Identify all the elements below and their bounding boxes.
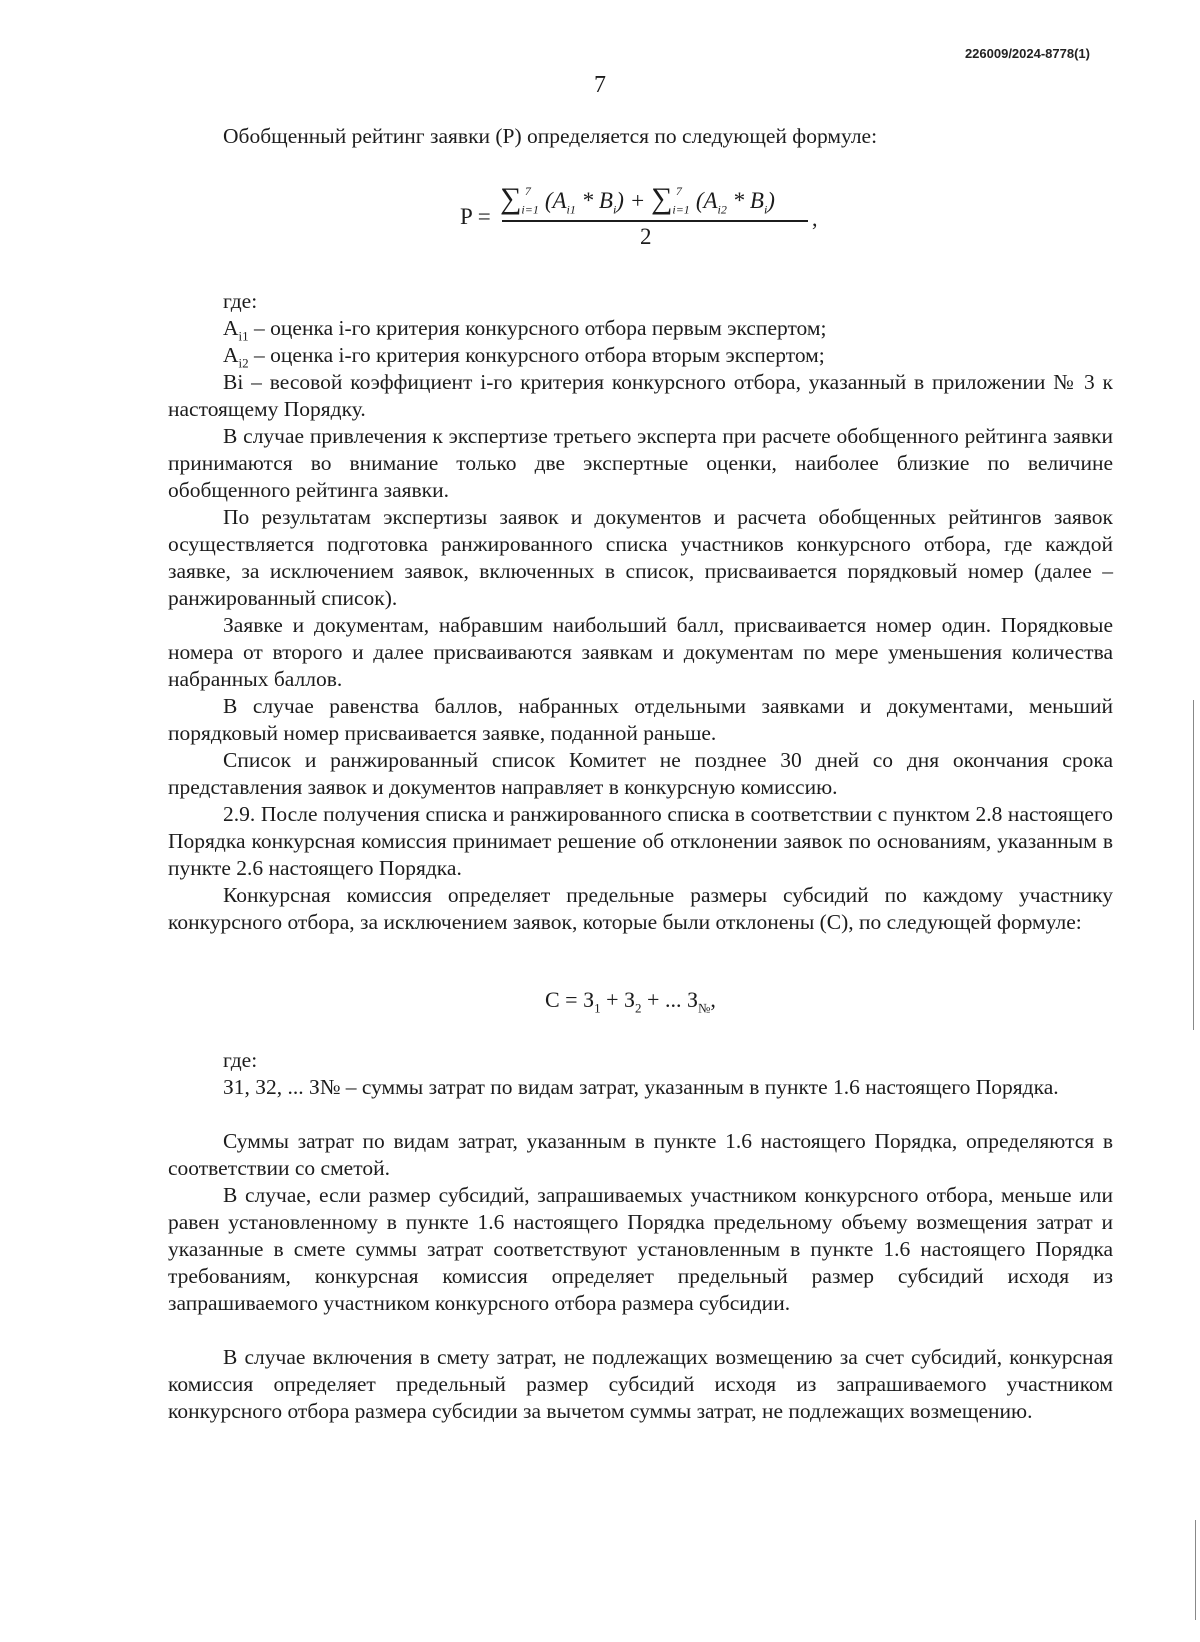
def-costs: З1, З2, ... З№ – суммы затрат по видам затрат, указанным в пункте 1.6 настоящего Порядка.	[223, 1075, 1059, 1099]
paragraph-2-9: 2.9. После получения списка и ранжированного списка в соответствии с пунктом 2.8 настоящего Порядка конкурсная комиссия принимает решение об отклонении заявок по основаниям, указанным в пункте 2.6 настоящего Порядка.	[168, 802, 1113, 880]
paragraph-ranking: По результатам экспертизы заявок и документов и расчета обобщенных рейтингов заявок осуществляется подготовка ранжированного списка участников конкурсного отбора, где каждой заявке, за исключением заявок, включенных в список, присваивается порядковый номер (далее – ранжированный список).	[168, 505, 1113, 610]
intro-text: Обобщенный рейтинг заявки (Р) определяется по следующей формуле:	[223, 124, 878, 148]
def-ai1: $A_{i1}$ – оценка i-го критерия конкурсного отбора первым экспертом;	[223, 316, 827, 344]
paragraph-non-reimbursable: В случае включения в смету затрат, не подлежащих возмещению за счет субсидий, конкурсная комиссия определяет предельный размер субсидий исходя из запрашиваемого участником конкурсного отбора размера субсидии за вычетом суммы затрат, не подлежащих возмещению.	[168, 1345, 1113, 1423]
cost-formula: $С = З_1 + З_2$ + ... $З_№$,	[545, 987, 716, 1016]
document-code: 226009/2024-8778(1)	[964, 46, 1090, 61]
def-ai2: $A_{i2}$ – оценка i-го критерия конкурсного отбора вторым экспертом;	[223, 343, 825, 371]
formula-denominator: 2	[640, 224, 652, 249]
paragraph-cost-estimate: Суммы затрат по видам затрат, указанным в пункте 1.6 настоящего Порядка, определяются в соответствии со сметой.	[168, 1129, 1113, 1180]
def-bi: Bi – весовой коэффициент i-го критерия конкурсного отбора, указанный в приложении № 3 к настоящему Порядку.	[168, 370, 1113, 421]
page-number: 7	[594, 72, 606, 98]
where-label: где:	[223, 289, 258, 313]
paragraph-number-one: Заявке и документам, набравшим наибольший балл, присваивается номер один. Порядковые номера от второго и далее присваиваются заявкам и документам по мере уменьшения количества набранных баллов.	[168, 613, 1113, 691]
fraction-bar	[502, 220, 808, 222]
paragraph-equal-scores: В случае равенства баллов, набранных отдельными заявками и документами, меньший порядковый номер присваивается заявке, поданной раньше.	[168, 694, 1113, 745]
paragraph-subsidy-request: В случае, если размер субсидий, запрашиваемых участником конкурсного отбора, меньше или равен установленному в пункте 1.6 настоящего Порядка предельному объему возмещения затрат и указанные в смете суммы затрат соответствуют установленным в пункте 1.6 настоящего Порядка требованиям, конкурсная комиссия определяет предельный размер субсидий исходя из запрашиваемого участником конкурсного отбора размера субсидии.	[168, 1183, 1113, 1315]
rating-formula	[460, 180, 840, 260]
scan-edge-mark	[1193, 700, 1194, 1030]
formula-lhs: P =	[460, 204, 491, 229]
paragraph-subsidy-limits: Конкурсная комиссия определяет предельные размеры субсидий по каждому участнику конкурсного отбора, за исключением заявок, которые были отклонены (С), по следующей формуле:	[168, 883, 1113, 934]
paragraph-committee-deadline: Список и ранжированный список Комитет не позднее 30 дней со дня окончания срока представления заявок и документов направляет в конкурсную комиссию.	[168, 748, 1113, 799]
scan-edge-mark-bottom	[1195, 1520, 1196, 1620]
where-label-2: где:	[223, 1048, 258, 1072]
paragraph-third-expert: В случае привлечения к экспертизе третьего эксперта при расчете обобщенного рейтинга заявки принимаются во внимание только две экспертные оценки, наиболее близкие по величине обобщенного рейтинга заявки.	[168, 424, 1113, 502]
formula-numerator: $\sum_{i=1}^7$ $(A_{i1} * B_i) + \sum_{i=1}^7$ $(A_{i2} * B_i)$	[500, 182, 775, 217]
formula-comma: ,	[812, 206, 818, 231]
